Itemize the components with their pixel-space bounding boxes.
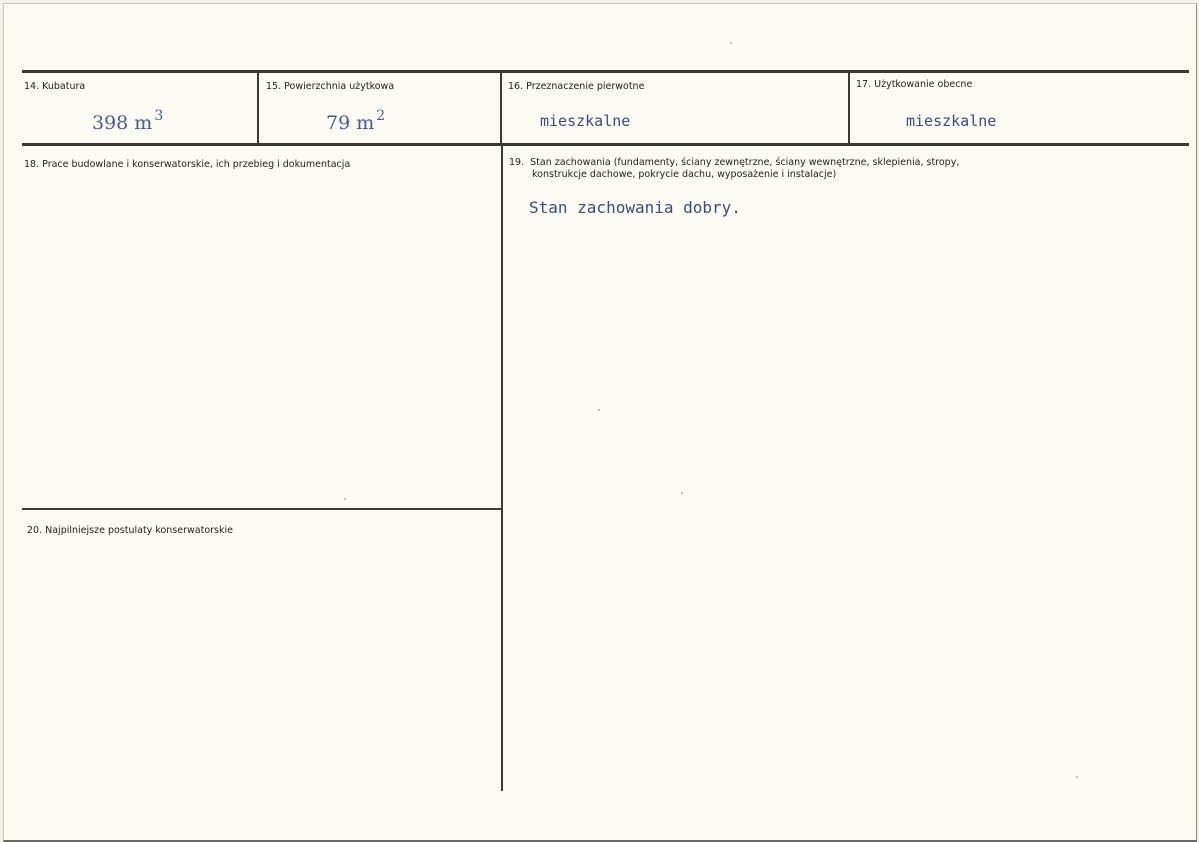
field-19-label-line1: 19. Stan zachowania (fundamenty, ściany zewnętrzne, ściany wewnętrzne, sklepienia, stropy, <box>509 157 960 168</box>
row1-bottom-rule <box>22 143 1189 146</box>
top-rule <box>22 70 1189 73</box>
paper-speck <box>730 42 732 44</box>
paper-speck <box>1076 776 1078 778</box>
field-15-label: 15. Powierzchnia użytkowa <box>266 81 395 92</box>
field-14-label: 14. Kubatura <box>24 81 86 92</box>
divider-14-15 <box>257 70 259 145</box>
field-16-label: 16. Przeznaczenie pierwotne <box>508 81 645 92</box>
cubature-value: 398 m <box>92 112 153 134</box>
paper-speck <box>344 498 346 500</box>
field-18-label: 18. Prace budowlane i konserwatorskie, ich przebieg i dokumentacja <box>24 159 351 170</box>
paper-speck <box>681 492 683 494</box>
record-card <box>3 3 1197 842</box>
field-20-label: 20. Najpilniejsze postulaty konserwatorskie <box>27 525 233 536</box>
usable-area-value: 79 m <box>326 112 375 134</box>
divider-15-16 <box>500 70 502 145</box>
field-19-label-line2: konstrukcje dachowe, pokrycie dachu, wyposażenie i instalacje) <box>532 169 837 180</box>
field-16-value: mieszkalne <box>540 112 631 130</box>
divider-16-17 <box>848 70 850 145</box>
field-15-value <box>326 108 385 134</box>
cubature-unit-exponent: 3 <box>154 108 164 124</box>
section-18-20-divider <box>22 508 503 510</box>
field-19-value: Stan zachowania dobry. <box>529 198 741 217</box>
usable-area-unit-exponent: 2 <box>376 108 386 124</box>
field-17-value: mieszkalne <box>906 112 997 130</box>
main-vertical-divider <box>501 145 503 791</box>
field-17-label: 17. Użytkowanie obecne <box>856 79 973 90</box>
field-14-value <box>92 108 163 134</box>
paper-speck <box>598 409 600 411</box>
